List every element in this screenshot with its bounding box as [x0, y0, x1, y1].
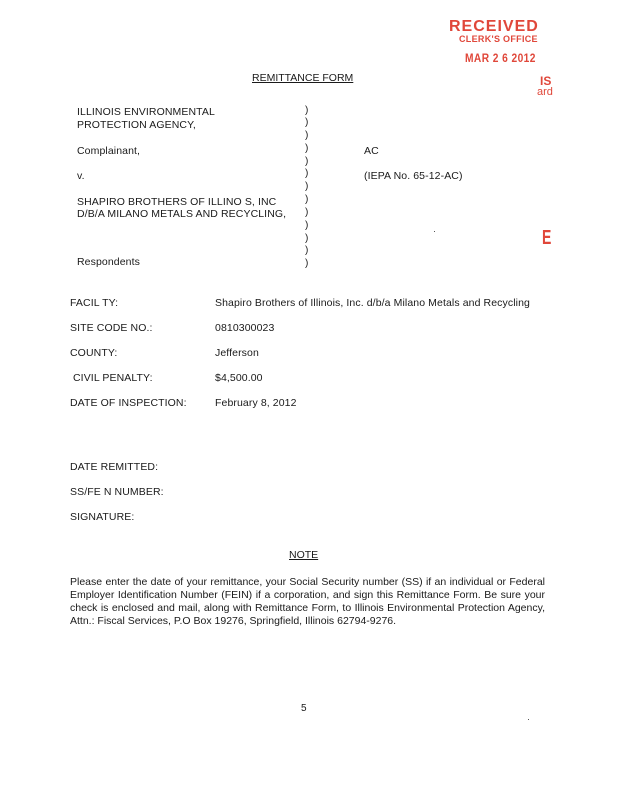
site-code-label: SITE CODE NO.:	[70, 322, 153, 334]
stamp-fragment-bottom: E	[542, 227, 552, 249]
county-value: Jefferson	[215, 347, 259, 359]
case-number: (IEPA No. 65-12-AC)	[364, 170, 463, 182]
date-remitted-label: DATE REMITTED:	[70, 461, 159, 473]
complainant-label: Complainant,	[77, 145, 141, 157]
ssfein-label: SS/FE N NUMBER:	[70, 486, 164, 498]
case-type: AC	[364, 145, 379, 157]
caption-paren: )	[305, 194, 309, 205]
caption-paren: )	[305, 143, 309, 154]
caption-paren: )	[305, 207, 309, 218]
note-heading: NOTE	[289, 549, 319, 561]
page-title: REMITTANCE FORM	[252, 72, 354, 84]
caption-paren: )	[305, 258, 309, 269]
clerks-office-stamp: CLERK'S OFFICE	[459, 34, 538, 44]
signature-label: SIGNATURE:	[70, 511, 135, 523]
facility-value: Shapiro Brothers of Illinois, Inc. d/b/a Milano Metals and Recycling	[215, 297, 530, 309]
date-of-inspection-label: DATE OF INSPECTION:	[70, 397, 187, 409]
stamp-date: MAR 2 6 2012	[465, 51, 536, 65]
caption-paren: )	[305, 168, 309, 179]
caption-paren: )	[305, 117, 309, 128]
respondent-name-line2: D/B/A MILANO METALS AND RECYCLING,	[77, 208, 287, 220]
complainant-name-line2: PROTECTION AGENCY,	[77, 119, 196, 131]
complainant-name-line1: ILLINOIS ENVIRONMENTAL	[77, 106, 215, 118]
respondent-label: Respondents	[77, 256, 140, 268]
caption-paren: )	[305, 233, 309, 244]
scan-speck	[434, 231, 435, 232]
caption-paren: )	[305, 220, 309, 231]
facility-label: FACIL TY:	[70, 297, 119, 309]
county-label: COUNTY:	[70, 347, 118, 359]
civil-penalty-label: CIVIL PENALTY:	[73, 372, 153, 384]
respondent-name-line1: SHAPIRO BROTHERS OF ILLINO S, INC	[77, 196, 277, 208]
scan-speck	[528, 719, 529, 720]
caption-paren: )	[305, 105, 309, 116]
versus: v.	[77, 170, 85, 182]
received-stamp: RECEIVED	[449, 18, 539, 35]
caption-paren: )	[305, 245, 309, 256]
stamp-fragment-mid: ard	[537, 86, 553, 98]
note-body: Please enter the date of your remittance, your Social Security number (SS) if an individual or Federal Employer Identification Number (FEIN) if a corporation, and sign this Remittance Form. Be sure your check is enclosed and mail, along with Remittance Form, to Illinois Environmental Protection Agency, Attn.: Fiscal Services, P.O Box 19276, Springfield, Illinois 62794-9276.	[70, 576, 545, 627]
page-number: 5	[301, 703, 307, 714]
date-of-inspection-value: February 8, 2012	[215, 397, 297, 409]
stamp-fragment-top: IS	[540, 74, 552, 88]
caption-paren: )	[305, 156, 309, 167]
civil-penalty-value: $4,500.00	[215, 372, 263, 384]
site-code-value: 0810300023	[215, 322, 275, 334]
caption-paren: )	[305, 130, 309, 141]
caption-paren: )	[305, 181, 309, 192]
